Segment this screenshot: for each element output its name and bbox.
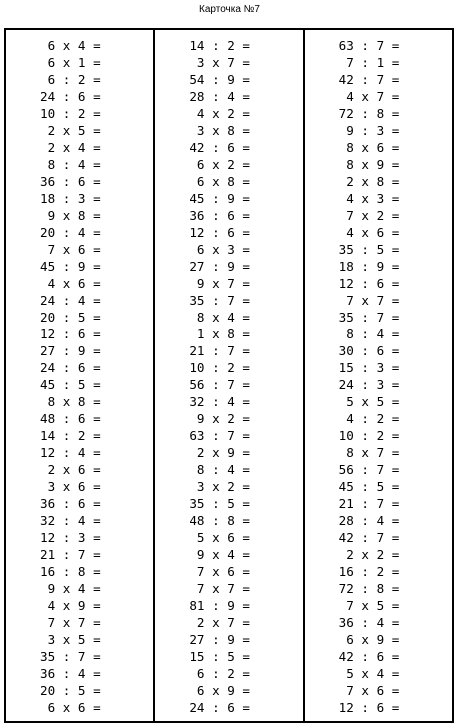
exercise-item: 48 : 8 =	[189, 513, 250, 529]
exercise-item: 15 : 5 =	[189, 648, 250, 664]
exercise-item: 12 : 6 =	[338, 275, 400, 291]
exercise-item: 27 : 9 =	[189, 258, 250, 274]
exercise-column-2	[153, 30, 302, 721]
exercise-item: 2 x 2 =	[338, 547, 400, 563]
exercise-item: 42 : 6 =	[189, 139, 250, 155]
exercise-item: 20 : 5 =	[40, 682, 101, 698]
exercise-item: 6 x 8 =	[189, 173, 250, 189]
exercise-item: 2 x 9 =	[189, 445, 250, 461]
exercise-item: 18 : 9 =	[338, 258, 400, 274]
exercise-item: 63 : 7 =	[338, 38, 400, 53]
exercise-table	[4, 28, 454, 723]
exercise-item: 45 : 5 =	[40, 377, 101, 393]
exercise-item: 8 x 6 =	[338, 139, 400, 155]
exercise-item: 2 x 6 =	[40, 462, 101, 478]
exercise-item: 24 : 6 =	[40, 88, 101, 104]
exercise-item: 1 x 8 =	[189, 326, 250, 342]
exercise-item: 8 x 9 =	[338, 156, 400, 172]
exercise-item: 6 x 1 =	[40, 54, 101, 70]
exercise-item: 35 : 7 =	[40, 648, 101, 664]
exercise-item: 6 x 2 =	[189, 156, 250, 172]
exercise-item: 7 x 5 =	[338, 597, 400, 613]
exercise-item: 12 : 6 =	[40, 326, 101, 342]
exercise-item: 63 : 7 =	[189, 428, 250, 444]
exercise-item: 12 : 6 =	[189, 224, 250, 240]
exercise-item: 7 x 2 =	[338, 207, 400, 223]
exercise-item: 3 x 8 =	[189, 122, 250, 138]
exercise-item: 7 x 6 =	[40, 241, 101, 257]
exercise-item: 5 x 6 =	[189, 530, 250, 546]
exercise-item: 3 x 7 =	[189, 54, 250, 70]
exercise-item: 2 x 8 =	[338, 173, 400, 189]
exercise-item: 27 : 9 =	[189, 631, 250, 647]
exercise-item: 7 : 1 =	[338, 54, 400, 70]
exercise-item: 42 : 7 =	[338, 71, 400, 87]
exercise-item: 20 : 4 =	[40, 224, 101, 240]
exercise-item: 8 x 7 =	[338, 445, 400, 461]
exercise-item: 56 : 7 =	[338, 462, 400, 478]
exercise-item: 3 x 6 =	[40, 479, 101, 495]
exercise-item: 7 x 7 =	[338, 292, 400, 308]
exercise-item: 5 x 4 =	[338, 665, 400, 681]
exercise-item: 15 : 3 =	[338, 360, 400, 376]
exercise-item: 48 : 6 =	[40, 411, 101, 427]
exercise-item: 7 x 6 =	[189, 564, 250, 580]
exercise-item: 54 : 9 =	[189, 71, 250, 87]
exercise-item: 35 : 7 =	[189, 292, 250, 308]
exercise-column-1	[6, 30, 153, 721]
exercise-item: 3 x 5 =	[40, 631, 101, 647]
exercise-item: 42 : 7 =	[338, 530, 400, 546]
exercise-item: 21 : 7 =	[40, 547, 101, 563]
exercise-item: 45 : 9 =	[40, 258, 101, 274]
exercise-column-3	[303, 30, 452, 721]
exercise-item: 2 x 7 =	[189, 614, 250, 630]
exercise-item: 8 : 4 =	[189, 462, 250, 478]
exercise-item: 6 x 9 =	[189, 682, 250, 698]
exercise-item: 30 : 6 =	[338, 343, 400, 359]
exercise-item: 32 : 4 =	[40, 513, 101, 529]
exercise-item: 21 : 7 =	[338, 496, 400, 512]
exercise-item: 9 x 2 =	[189, 411, 250, 427]
exercise-item: 28 : 4 =	[189, 88, 250, 104]
exercise-item: 2 x 5 =	[40, 122, 101, 138]
exercise-item: 7 x 7 =	[40, 614, 101, 630]
exercise-item: 6 x 6 =	[40, 699, 101, 715]
exercise-item: 4 x 7 =	[338, 88, 400, 104]
exercise-item: 10 : 2 =	[40, 105, 101, 121]
exercise-item: 7 x 6 =	[338, 682, 400, 698]
exercise-item: 10 : 2 =	[338, 428, 400, 444]
exercise-item: 4 x 6 =	[338, 224, 400, 240]
exercise-item: 42 : 6 =	[338, 648, 400, 664]
exercise-item: 36 : 4 =	[338, 614, 400, 630]
exercise-item: 24 : 6 =	[189, 699, 250, 715]
exercise-item: 32 : 4 =	[189, 394, 250, 410]
exercise-item: 36 : 6 =	[40, 173, 101, 189]
card-title: Карточка №7	[199, 4, 260, 15]
exercise-item: 9 x 7 =	[189, 275, 250, 291]
exercise-item: 12 : 4 =	[40, 445, 101, 461]
exercise-item: 20 : 5 =	[40, 309, 101, 325]
exercise-item: 81 : 9 =	[189, 597, 250, 613]
exercise-item: 6 : 2 =	[40, 71, 101, 87]
exercise-item: 6 x 4 =	[40, 38, 101, 53]
exercise-item: 24 : 3 =	[338, 377, 400, 393]
exercise-item: 45 : 9 =	[189, 190, 250, 206]
exercise-item: 9 x 4 =	[189, 547, 250, 563]
exercise-item: 8 : 4 =	[40, 156, 101, 172]
exercise-item: 8 x 8 =	[40, 394, 101, 410]
exercise-item: 8 : 4 =	[338, 326, 400, 342]
exercise-item: 6 x 9 =	[338, 631, 400, 647]
exercise-item: 6 : 2 =	[189, 665, 250, 681]
exercise-item: 35 : 7 =	[338, 309, 400, 325]
exercise-item: 5 x 5 =	[338, 394, 400, 410]
exercise-item: 45 : 5 =	[338, 479, 400, 495]
exercise-item: 16 : 8 =	[40, 564, 101, 580]
exercise-item: 4 x 3 =	[338, 190, 400, 206]
exercise-item: 9 x 8 =	[40, 207, 101, 223]
exercise-item: 28 : 4 =	[338, 513, 400, 529]
exercise-item: 36 : 6 =	[40, 496, 101, 512]
exercise-item: 6 x 3 =	[189, 241, 250, 257]
exercise-item: 8 x 4 =	[189, 309, 250, 325]
exercise-item: 2 x 4 =	[40, 139, 101, 155]
exercise-item: 27 : 9 =	[40, 343, 101, 359]
exercise-item: 16 : 2 =	[338, 564, 400, 580]
exercise-item: 4 x 9 =	[40, 597, 101, 613]
exercise-item: 10 : 2 =	[189, 360, 250, 376]
exercise-item: 35 : 5 =	[189, 496, 250, 512]
exercise-item: 3 x 2 =	[189, 479, 250, 495]
exercise-item: 7 x 7 =	[189, 581, 250, 596]
exercise-item: 56 : 7 =	[189, 377, 250, 393]
exercise-item: 14 : 2 =	[40, 428, 101, 444]
exercise-item: 4 : 2 =	[338, 411, 400, 427]
exercise-item: 18 : 3 =	[40, 190, 101, 206]
exercise-item: 12 : 6 =	[338, 699, 400, 715]
exercise-item: 72 : 8 =	[338, 581, 400, 596]
exercise-item: 35 : 5 =	[338, 241, 400, 257]
exercise-item: 24 : 4 =	[40, 292, 101, 308]
exercise-item: 9 : 3 =	[338, 122, 400, 138]
exercise-item: 72 : 8 =	[338, 105, 400, 121]
exercise-item: 4 x 2 =	[189, 105, 250, 121]
exercise-item: 14 : 2 =	[189, 38, 250, 53]
exercise-item: 9 x 4 =	[40, 581, 101, 596]
exercise-item: 4 x 6 =	[40, 275, 101, 291]
exercise-item: 21 : 7 =	[189, 343, 250, 359]
exercise-item: 36 : 4 =	[40, 665, 101, 681]
exercise-item: 36 : 6 =	[189, 207, 250, 223]
exercise-item: 12 : 3 =	[40, 530, 101, 546]
exercise-item: 24 : 6 =	[40, 360, 101, 376]
